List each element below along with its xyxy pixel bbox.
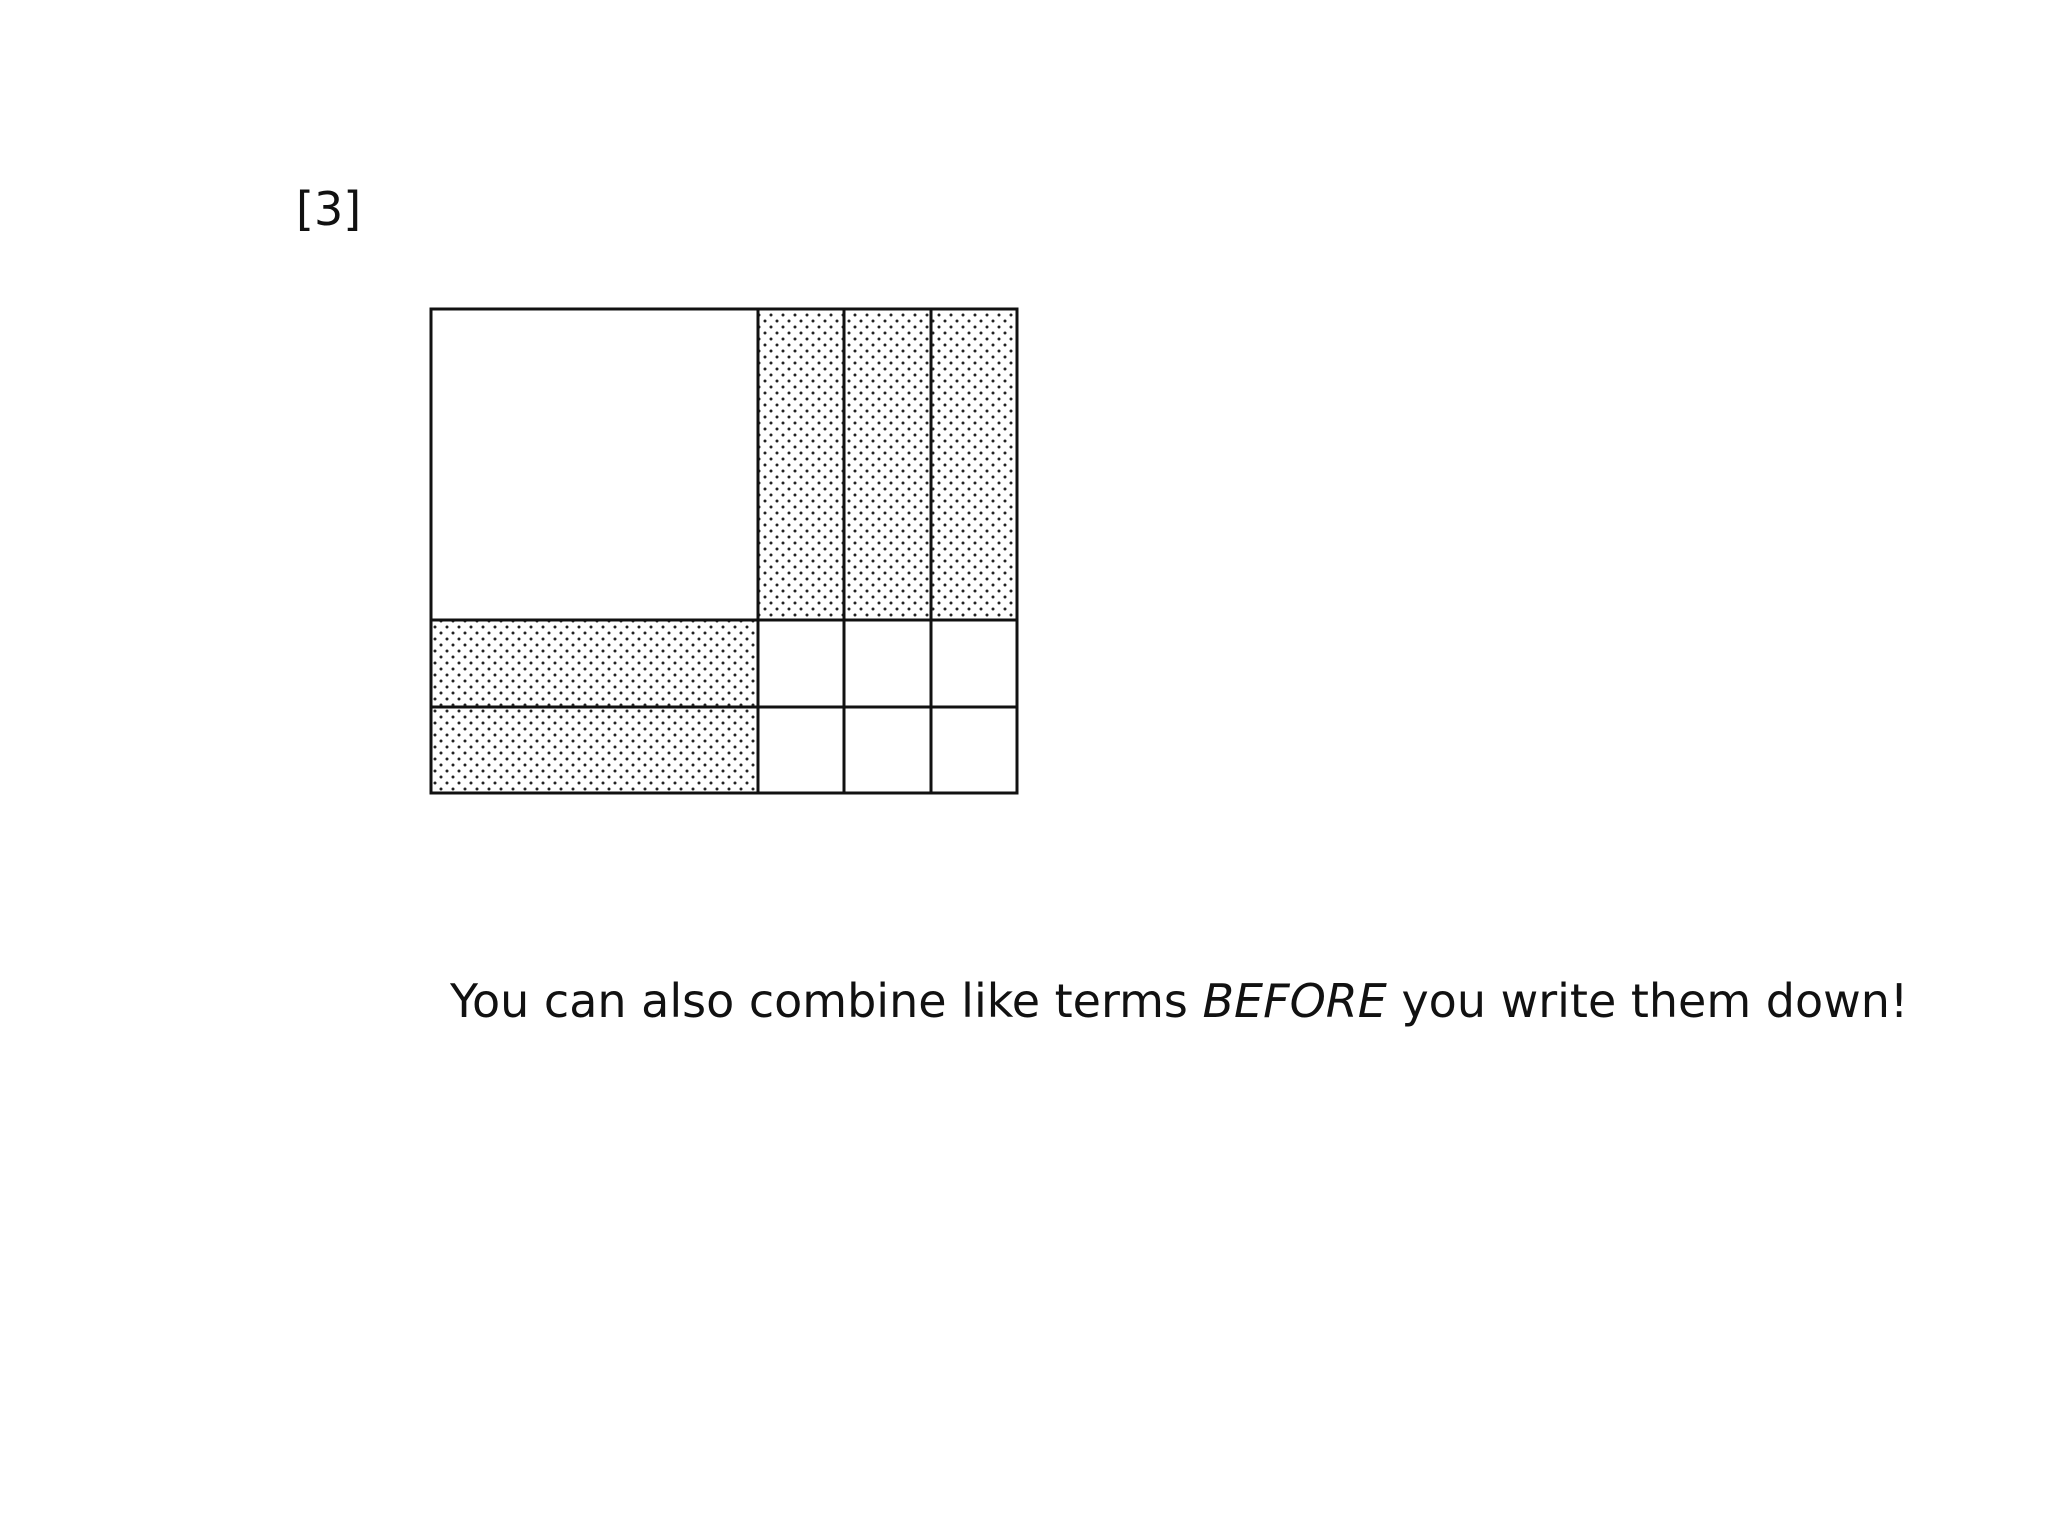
unit-tile <box>931 620 1017 707</box>
caption-emphasis: BEFORE <box>1202 974 1387 1028</box>
x-tile-vertical-1 <box>758 309 844 620</box>
caption-after: you write them down! <box>1386 974 1909 1028</box>
caption-text <box>450 974 1908 1029</box>
slide-number-label: [3] <box>296 182 362 236</box>
x-tile-vertical-2 <box>844 309 931 620</box>
x-squared-tile <box>431 309 758 620</box>
unit-tile <box>844 707 931 793</box>
x-tile-vertical-3 <box>931 309 1017 620</box>
unit-tile <box>844 620 931 707</box>
caption-before: You can also combine like terms <box>450 974 1203 1028</box>
unit-tile <box>758 620 844 707</box>
x-tile-horizontal-1 <box>431 620 758 707</box>
unit-tile <box>931 707 1017 793</box>
unit-tile <box>758 707 844 793</box>
x-tile-horizontal-2 <box>431 707 758 793</box>
